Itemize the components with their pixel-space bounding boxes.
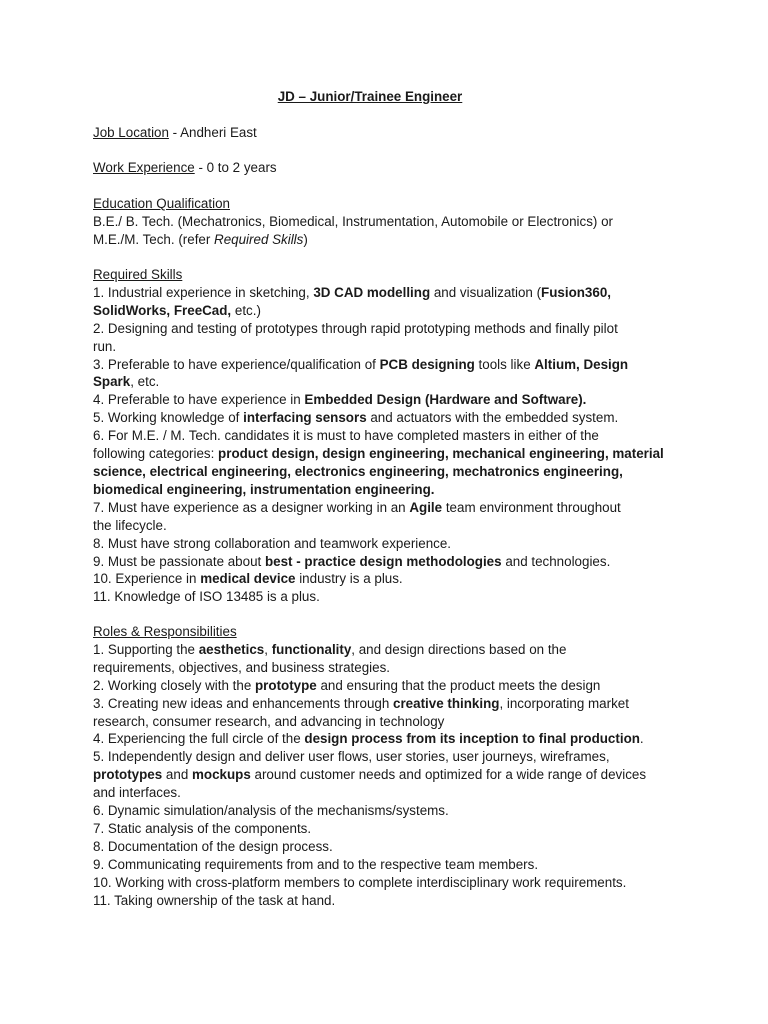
skill-text: 4. Preferable to have experience in	[93, 392, 305, 408]
role-item	[93, 766, 685, 784]
skill-text-bold: Spark	[93, 374, 131, 390]
skill-text: etc.)	[231, 302, 261, 318]
role-item: 8. Documentation of the design process.	[93, 838, 333, 854]
role-text: 2. Working closely with the	[93, 677, 255, 693]
skill-text: and visualization (	[430, 284, 542, 300]
role-text: , incorporating market	[499, 695, 629, 711]
skill-text: 1. Industrial experience in sketching,	[93, 284, 314, 300]
skill-text: team environment throughout	[442, 499, 621, 515]
work-experience-label: Work Experience	[93, 160, 195, 175]
skill-text: , etc.	[130, 374, 160, 390]
skill-text: 9. Must be passionate about	[93, 553, 265, 569]
skill-text-bold: best - practice design methodologies	[264, 553, 502, 569]
education-text-italic: Required Skills	[214, 231, 304, 247]
education-line: B.E./ B. Tech. (Mechatronics, Biomedical, Instrumentation, Automobile or Electronics) or	[93, 213, 613, 229]
role-text-bold: prototypes	[93, 767, 163, 783]
skill-item: biomedical engineering, instrumentation engineering.	[93, 481, 435, 497]
role-text-bold: creative thinking	[393, 695, 500, 711]
education-text: M.E./M. Tech. (refer	[93, 231, 215, 247]
role-text: and ensuring that the product meets the design	[316, 677, 601, 693]
skill-item	[93, 570, 685, 588]
education-text: )	[303, 231, 308, 247]
skill-item	[93, 409, 685, 427]
role-text: 4. Experiencing the full circle of the	[93, 731, 305, 747]
skill-item: 8. Must have strong collaboration and teamwork experience.	[93, 535, 452, 551]
page-title: JD – Junior/Trainee Engineer	[277, 89, 463, 104]
role-text: ,	[264, 641, 272, 657]
role-item: 10. Working with cross-platform members to complete interdisciplinary work requirements.	[93, 874, 627, 890]
skill-text-bold: Altium, Design	[534, 356, 629, 372]
education-heading: Education Qualification	[93, 196, 230, 211]
skill-item: 2. Designing and testing of prototypes through rapid prototyping methods and finally pilot	[93, 320, 618, 336]
skill-text: 7. Must have experience as a designer working in an	[93, 499, 410, 515]
role-text: 3. Creating new ideas and enhancements through	[93, 695, 394, 711]
education-section	[93, 195, 685, 249]
role-text-bold: functionality	[271, 641, 352, 657]
work-experience-separator: -	[194, 160, 207, 175]
skill-text: tools like	[474, 356, 535, 372]
role-text-bold: design process from its inception to final production	[304, 731, 640, 747]
required-skills-section	[93, 266, 685, 606]
skill-text-bold: 3D CAD modelling	[313, 284, 431, 300]
skill-item: science, electrical engineering, electronics engineering, mechatronics engineering,	[93, 463, 623, 479]
skill-text: and actuators with the embedded system.	[366, 410, 619, 426]
role-text: , and design directions based on the	[351, 641, 567, 657]
job-location-separator: -	[168, 125, 181, 140]
skill-text: 5. Working knowledge of	[93, 410, 244, 426]
role-item	[93, 695, 685, 713]
work-experience	[93, 159, 685, 177]
roles-heading: Roles & Responsibilities	[93, 624, 237, 639]
skill-item	[93, 391, 685, 409]
skill-item: 11. Knowledge of ISO 13485 is a plus.	[93, 589, 320, 605]
roles-section	[93, 623, 685, 910]
job-location-label: Job Location	[93, 125, 169, 140]
skill-item	[93, 445, 685, 463]
skill-text: following categories:	[93, 446, 219, 462]
skill-text: industry is a plus.	[295, 571, 403, 587]
role-item: 9. Communicating requirements from and to the respective team members.	[93, 856, 539, 872]
role-text-bold: prototype	[255, 677, 317, 693]
role-text: around customer needs and optimized for a wide range of devices	[250, 767, 647, 783]
role-text: 1. Supporting the	[93, 641, 199, 657]
role-item	[93, 641, 685, 659]
skill-item	[93, 553, 685, 571]
skill-item: run.	[93, 338, 117, 354]
required-skills-heading: Required Skills	[93, 267, 183, 282]
skill-text-bold: PCB designing	[379, 356, 475, 372]
skill-text: and technologies.	[501, 553, 611, 569]
skill-item: 6. For M.E. / M. Tech. candidates it is must to have completed masters in either of the	[93, 428, 599, 444]
skill-text-bold: Agile	[409, 499, 443, 515]
role-item	[93, 677, 685, 695]
role-item: and interfaces.	[93, 785, 181, 801]
skill-text-bold: SolidWorks, FreeCad,	[93, 302, 232, 318]
skill-item	[93, 373, 685, 391]
work-experience-value: 0 to 2 years	[206, 160, 277, 175]
skill-text-bold: interfacing sensors	[243, 410, 367, 426]
role-text-bold: mockups	[192, 767, 251, 783]
role-item	[93, 730, 685, 748]
role-item: 6. Dynamic simulation/analysis of the mechanisms/systems.	[93, 803, 449, 819]
skill-item	[93, 499, 685, 517]
skill-item	[93, 302, 685, 320]
role-item: 5. Independently design and deliver user flows, user stories, user journeys, wireframes,	[93, 749, 610, 765]
skill-item	[93, 284, 685, 302]
role-text: and	[162, 767, 192, 783]
role-text-bold: aesthetics	[198, 641, 265, 657]
skill-item: the lifecycle.	[93, 517, 167, 533]
job-location	[93, 124, 685, 142]
role-item: 7. Static analysis of the components.	[93, 820, 312, 836]
skill-text: 3. Preferable to have experience/qualification of	[93, 356, 380, 372]
role-item: requirements, objectives, and business strategies.	[93, 659, 390, 675]
skill-text-bold: Fusion360,	[541, 284, 611, 300]
job-location-value: Andheri East	[180, 125, 257, 140]
skill-text: 10. Experience in	[93, 571, 201, 587]
skill-text-bold: medical device	[200, 571, 296, 587]
role-item: 11. Taking ownership of the task at hand.	[93, 892, 336, 908]
skill-text-bold: Embedded Design (Hardware and Software).	[304, 392, 587, 408]
role-item: research, consumer research, and advancing in technology	[93, 713, 445, 729]
role-text: .	[639, 731, 644, 747]
education-line	[93, 231, 685, 249]
skill-text-bold: product design, design engineering, mechanical engineering, material	[218, 446, 664, 462]
skill-item	[93, 356, 685, 374]
